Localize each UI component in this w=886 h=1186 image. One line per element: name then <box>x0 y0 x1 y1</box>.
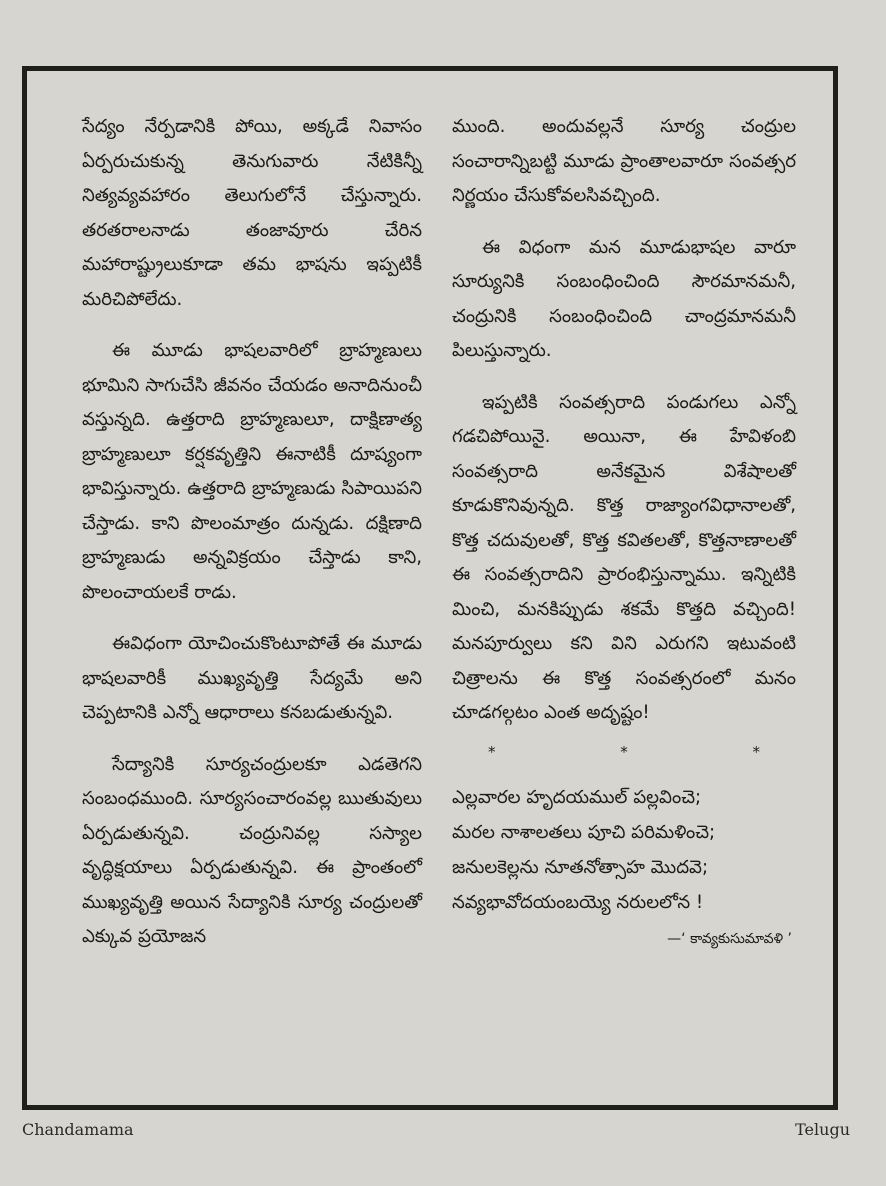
left-column <box>82 110 422 972</box>
footer-language: Telugu <box>795 1120 850 1139</box>
poem-line: ఎల్లవారల హృదయముల్ పల్లవించె; <box>452 786 702 808</box>
paragraph: సేద్యం నేర్పడానికి పోయి, అక్కడే నివాసం ఏర్పరుచుకున్న తెనుగువారు నేటికిన్నీ నిత్యవ్యవహారం తెలుగులోనే చేస్తున్నారు. తరతరాలనాడు తంజావూరు చేరిన మహారాష్ట్రులుకూడా తమ భాషను ఇప్పటికీ మరిచిపోలేదు. <box>82 116 422 310</box>
poem-line: మరల నాశాలతలు పూచి పరిమళించె; <box>452 821 716 843</box>
separator-star: * <box>620 742 628 761</box>
separator-star: * <box>488 742 496 761</box>
paragraph: సేద్యానికి సూర్యచంద్రులకూ ఎడతెగని సంబంధముంది. సూర్యసంచారంవల్ల ఋతువులు ఏర్పడుతున్నవి. చంద్రునివల్ల సస్యాల వృద్ధిక్షయాలు ఏర్పడుతున్నవి. ఈ ప్రాంతంలో ముఖ్యవృత్తి అయిన సేద్యానికి సూర్య చంద్రులతో ఎక్కువ ప్రయోజన <box>82 753 422 947</box>
poem <box>452 780 796 920</box>
poem-line: నవ్యభావోదయంబయ్యె నరులలోన ! <box>452 891 704 913</box>
poem-line: జనులకెల్లను నూతనోత్సాహ మొదవె; <box>452 856 709 878</box>
paragraph: ముంది. అందువల్లనే సూర్య చంద్రుల సంచారాన్నిబట్టి మూడు ప్రాంతాలవారూ సంవత్సర నిర్ణయం చేసుకోవలసివచ్చింది. <box>452 116 796 206</box>
right-column <box>452 110 796 952</box>
poem-attribution: —‘ కావ్యకుసుమావళి ’ <box>667 930 792 947</box>
separator-star: * <box>752 742 760 761</box>
paragraph: ఇప్పటికి సంవత్సరాది పండుగలు ఎన్నో గడచిపోయినై. అయినా, ఈ హేవిళంబి సంవత్సరాది అనేకమైన విశేషాలతో కూడుకొనివున్నది. కొత్త రాజ్యాంగవిధానాలతో, కొత్త చదువులతో, కొత్త కవితలతో, కొత్తనాణాలతో ఈ సంవత్సరాదిని ప్రారంభిస్తున్నాము. ఇన్నిటికి మించి, మనకిప్పుడు శకమే కొత్తది వచ్చింది! మనపూర్వులు కని విని ఎరుగని ఇటువంటి చిత్రాలను ఈ కొత్త సంవత్సరంలో మనం చూడగల్గటం ఎంత అదృష్టం! <box>452 391 796 723</box>
paragraph: ఈ మూడు భాషలవారిలో బ్రాహ్మణులు భూమిని సాగుచేసి జీవనం చేయడం అనాదినుంచీ వస్తున్నది. ఉత్తరాది బ్రాహ్మణులూ, దాక్షిణాత్య బ్రాహ్మణులూ కర్షకవృత్తిని ఈనాటికీ దూష్యంగా భావిస్తున్నారు. ఉత్తరాది బ్రాహ్మణుడు సిపాయిపని చేస్తాడు. కాని పొలంమాత్రం దున్నడు. దక్షిణాది బ్రాహ్మణుడు అన్నవిక్రయం చేస్తాడు కాని, పొలంచాయలకే రాడు. <box>82 340 422 603</box>
paragraph: ఈ విధంగా మన మూడుభాషల వారూ సూర్యునికి సంబంధించింది సౌరమానమనీ, చంద్రునికి సంబంధించింది చాంద్రమానమనీ పిలుస్తున్నారు. <box>452 236 796 361</box>
footer-publication: Chandamama <box>22 1120 134 1139</box>
paragraph: ఈవిధంగా యోచించుకొంటూపోతే ఈ మూడు భాషలవారికీ ముఖ్యవృత్తి సేద్యమే అని చెప్పటానికి ఎన్నో ఆధారాలు కనబడుతున్నవి. <box>82 633 422 723</box>
section-separator <box>452 742 796 762</box>
